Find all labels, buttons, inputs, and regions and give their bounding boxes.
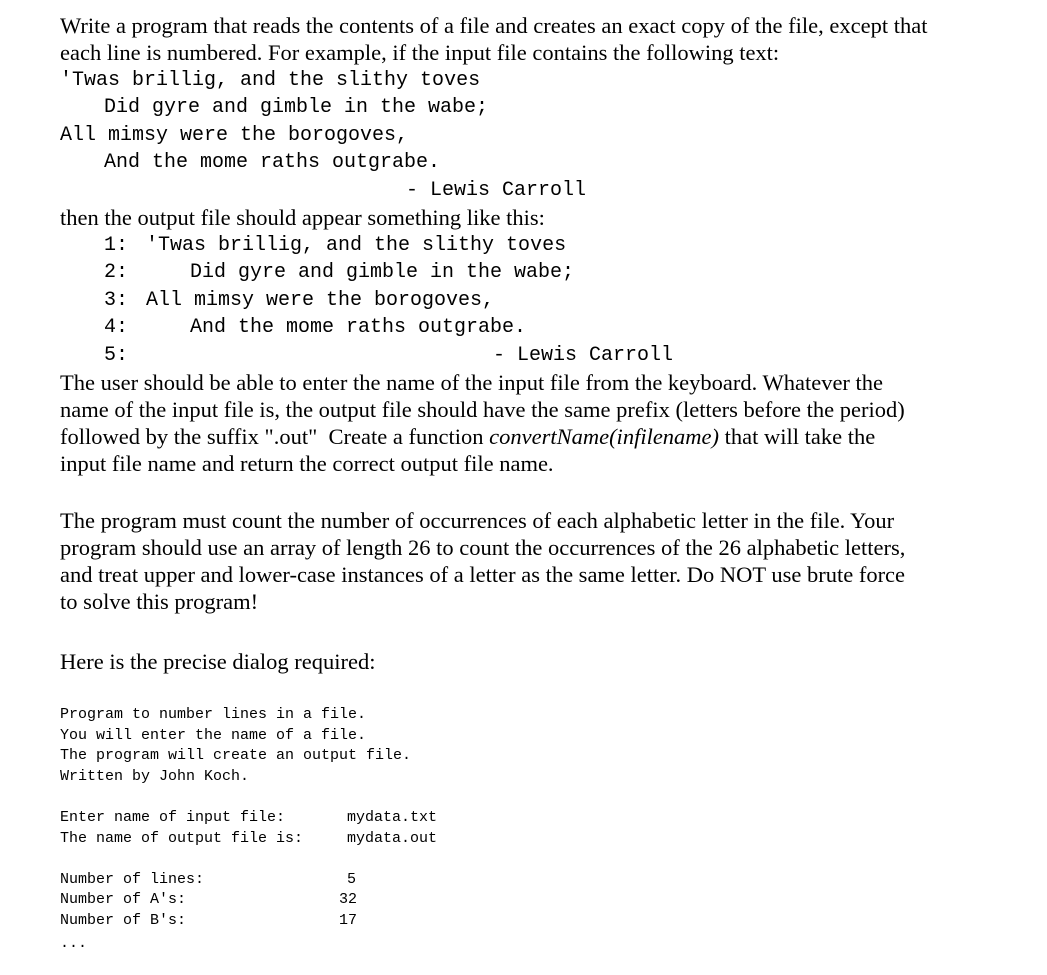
numbered-text-5: - Lewis Carroll <box>493 344 674 367</box>
count-b-value: 17 <box>339 912 358 929</box>
intro-line-1: Write a program that reads the contents of a file and creates an exact copy of the file, except that <box>60 13 928 38</box>
poem-line-1: 'Twas brillig, and the slithy toves <box>60 69 481 92</box>
numbered-num-4: 4: <box>104 316 129 339</box>
numbered-num-5: 5: <box>104 344 129 367</box>
dialog-heading: Here is the precise dialog required: <box>60 649 376 674</box>
dialog-input-value: mydata.txt <box>347 809 438 826</box>
numbered-num-1: 1: <box>104 234 129 257</box>
dialog-intro-4: Written by John Koch. <box>60 768 250 785</box>
count-lines-label: Number of lines: <box>60 871 205 888</box>
numbered-text-2: Did gyre and gimble in the wabe; <box>190 261 575 284</box>
count-b-label: Number of B's: <box>60 912 187 929</box>
poem-line-2: Did gyre and gimble in the wabe; <box>104 96 489 119</box>
user-para-line-3 <box>60 423 875 450</box>
numbered-num-2: 2: <box>104 261 129 284</box>
dialog-intro-2: You will enter the name of a file. <box>60 727 367 744</box>
count-a-value: 32 <box>339 891 358 908</box>
count-a-label: Number of A's: <box>60 891 187 908</box>
count-para-line-1: The program must count the number of occurrences of each alphabetic letter in the file. Your <box>60 508 895 533</box>
user-para-line-3c: that will take the <box>719 424 876 449</box>
poem-author: - Lewis Carroll <box>406 179 587 202</box>
poem-line-4: And the mome raths outgrabe. <box>104 151 441 174</box>
poem-line-3: All mimsy were the borogoves, <box>60 124 409 147</box>
user-para-line-3a: followed by the suffix ".out" Create a function <box>60 424 490 449</box>
count-para-line-3: and treat upper and lower-case instances of a letter as the same letter. Do NOT use brute force <box>60 562 906 587</box>
count-lines-value: 5 <box>347 871 357 888</box>
function-name: convertName(infilename) <box>489 424 720 449</box>
user-para-line-4: input file name and return the correct output file name. <box>60 451 554 476</box>
user-para-line-1: The user should be able to enter the name of the input file from the keyboard. Whatever the <box>60 370 884 395</box>
user-para-line-2: name of the input file is, the output file should have the same prefix (letters before the period) <box>60 397 905 422</box>
dialog-output-label: The name of output file is: <box>60 830 304 847</box>
count-para-line-2: program should use an array of length 26 to count the occurrences of the 26 alphabetic letters, <box>60 535 906 560</box>
count-para-line-4: to solve this program! <box>60 589 259 614</box>
intro-line-2: each line is numbered. For example, if the input file contains the following text: <box>60 40 780 65</box>
dialog-intro-3: The program will create an output file. <box>60 747 412 764</box>
numbered-num-3: 3: <box>104 289 129 312</box>
dialog-output-value: mydata.out <box>347 830 438 847</box>
then-text: then the output file should appear something like this: <box>60 205 545 230</box>
numbered-text-3: All mimsy were the borogoves, <box>146 289 495 312</box>
numbered-text-4: And the mome raths outgrabe. <box>190 316 527 339</box>
numbered-text-1: 'Twas brillig, and the slithy toves <box>146 234 567 257</box>
dialog-intro-1: Program to number lines in a file. <box>60 706 367 723</box>
ellipsis: ... <box>60 935 88 952</box>
dialog-input-label: Enter name of input file: <box>60 809 286 826</box>
